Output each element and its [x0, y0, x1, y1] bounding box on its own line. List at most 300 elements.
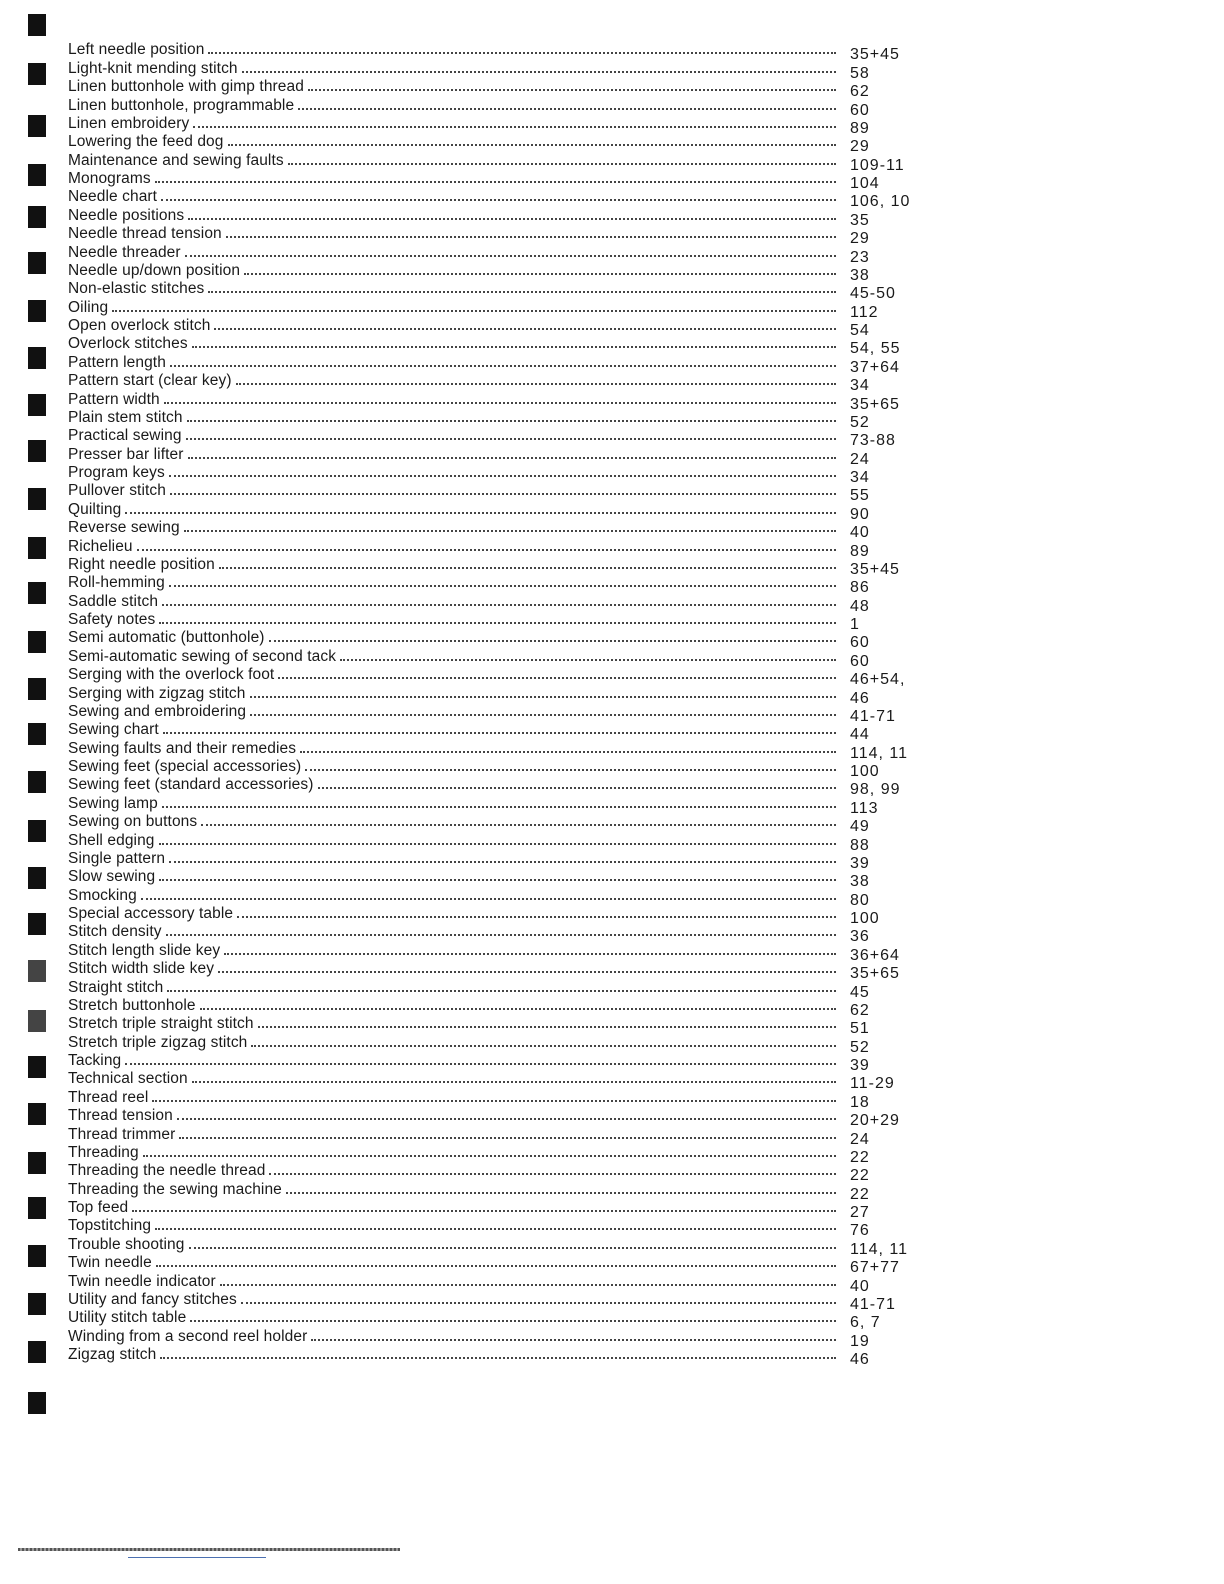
binding-mark: [28, 1197, 46, 1219]
index-entry: [68, 886, 928, 909]
dot-leader: [161, 198, 836, 201]
dot-leader: [300, 750, 836, 753]
index-page-ref: 62: [850, 1001, 870, 1019]
index-entry: [68, 868, 928, 891]
dot-leader: [201, 823, 836, 826]
dot-leader: [188, 217, 836, 220]
index-term: Program keys: [68, 464, 165, 481]
index-page-ref: 49: [850, 818, 870, 836]
index-term: Sewing feet (special accessories): [68, 758, 302, 775]
index-term: Thread reel: [68, 1088, 149, 1106]
index-term: Needle positions: [68, 206, 185, 224]
index-term: Single pattern: [68, 849, 166, 867]
dot-leader: [177, 1117, 836, 1120]
index-term: Roll-hemming: [68, 574, 165, 592]
index-entry: [68, 133, 928, 156]
index-page-ref: 1: [850, 616, 860, 633]
index-term: Utility and fancy stitches: [68, 1290, 237, 1308]
binding-mark: [28, 537, 46, 559]
index-entry: [68, 1272, 928, 1295]
index-page-ref: 48: [850, 597, 870, 615]
index-list: [68, 41, 928, 1368]
binding-mark: [28, 1341, 46, 1363]
binding-mark: [28, 63, 46, 85]
index-page-ref: 35: [850, 211, 870, 229]
index-page-ref: 52: [850, 1038, 870, 1056]
index-entry: [68, 372, 928, 395]
index-page-ref: 39: [850, 1057, 870, 1074]
dot-leader: [228, 143, 837, 146]
index-entry: [68, 59, 928, 82]
index-page-ref: 89: [850, 542, 870, 560]
index-term: Saddle stitch: [68, 592, 159, 610]
index-entry: [68, 1346, 928, 1368]
index-page-ref: 67+77: [850, 1259, 900, 1277]
index-page-ref: 22: [850, 1167, 870, 1185]
index-page-ref: 113: [850, 799, 879, 817]
index-term: Serging with the overlock foot: [68, 666, 275, 684]
index-term: Semi automatic (buttonhole): [68, 629, 265, 647]
index-entry: [68, 1327, 928, 1350]
index-entry: [68, 537, 928, 560]
index-term: Pullover stitch: [68, 482, 166, 500]
index-entry: [68, 611, 928, 633]
index-page-ref: 90: [850, 505, 870, 523]
dot-leader: [169, 860, 836, 863]
index-page-ref: 24: [850, 1130, 870, 1148]
dot-leader: [288, 162, 836, 165]
index-term: Oiling: [68, 298, 109, 316]
index-page-ref: 6, 7: [850, 1314, 881, 1332]
index-page-ref: 40: [850, 1277, 870, 1295]
binding-mark: [28, 1103, 46, 1125]
index-term: Practical sewing: [68, 427, 182, 445]
dot-leader: [226, 235, 836, 238]
index-entry: [68, 317, 928, 339]
index-term: Serging with zigzag stitch: [68, 684, 246, 702]
index-term: Needle up/down position: [68, 261, 241, 279]
index-entry: [68, 114, 928, 137]
index-term: Sewing on buttons: [68, 813, 198, 831]
dot-leader: [241, 1301, 836, 1304]
dot-leader: [237, 915, 836, 918]
dot-leader: [251, 1044, 836, 1047]
index-entry: [68, 261, 928, 284]
index-page-ref: 100: [850, 910, 880, 927]
dot-leader: [188, 456, 837, 459]
index-page-ref: 106, 10: [850, 193, 911, 211]
index-entry: [68, 1125, 928, 1148]
dot-leader: [141, 897, 836, 900]
dot-leader: [162, 805, 836, 808]
index-page-ref: 39: [850, 854, 870, 872]
index-page-ref: 46+54,: [850, 671, 906, 689]
index-page-ref: 45-50: [850, 285, 896, 303]
binding-mark: [28, 678, 46, 700]
binding-mark: [28, 867, 46, 889]
index-page-ref: 55: [850, 487, 870, 505]
dot-leader: [219, 566, 836, 569]
index-entry: [68, 170, 928, 192]
index-entry: [68, 1033, 928, 1056]
dot-leader: [208, 290, 836, 293]
index-page-ref: 80: [850, 891, 870, 909]
index-entry: [68, 96, 928, 119]
index-page-ref: 22: [850, 1185, 870, 1203]
dot-leader: [189, 1246, 837, 1249]
index-entry: [68, 206, 928, 229]
dot-leader: [186, 437, 836, 440]
dot-leader: [190, 1319, 836, 1322]
index-entry: [68, 758, 928, 780]
index-term: Utility stitch table: [68, 1309, 187, 1327]
index-entry: [68, 519, 928, 542]
index-term: Semi-automatic sewing of second tack: [68, 647, 337, 665]
index-entry: [68, 78, 928, 101]
index-term: Linen buttonhole, programmable: [68, 96, 295, 114]
index-term: Thread trimmer: [68, 1125, 176, 1143]
index-term: Sewing lamp: [68, 794, 158, 812]
dot-leader: [162, 603, 836, 606]
binding-mark: [28, 631, 46, 653]
dot-leader: [340, 658, 836, 661]
index-page-ref: 24: [850, 450, 870, 468]
dot-leader: [208, 51, 836, 54]
dot-leader: [179, 1136, 836, 1139]
index-entry: [68, 427, 928, 450]
index-entry: [68, 500, 928, 523]
index-term: Lowering the feed dog: [68, 133, 224, 151]
index-page-ref: 60: [850, 634, 870, 652]
dot-leader: [159, 621, 836, 624]
index-entry: [68, 408, 928, 431]
index-entry: [68, 1143, 928, 1166]
index-term: Right needle position: [68, 555, 215, 573]
index-page-ref: 36: [850, 928, 870, 946]
index-term: Sewing faults and their remedies: [68, 739, 297, 757]
binding-mark: [28, 14, 46, 36]
index-entry: [68, 849, 928, 872]
index-term: Richelieu: [68, 537, 133, 555]
index-page-ref: 23: [850, 248, 870, 266]
index-entry: [68, 188, 928, 211]
index-term: Linen buttonhole with gimp thread: [68, 78, 304, 96]
index-page-ref: 29: [850, 230, 870, 248]
dot-leader: [170, 492, 836, 495]
index-entry: [68, 1254, 928, 1277]
dot-leader: [318, 786, 837, 789]
index-entry: [68, 1088, 928, 1111]
dot-leader: [155, 1227, 836, 1230]
index-page-ref: 46: [850, 689, 870, 707]
dot-leader: [308, 88, 836, 91]
index-term: Trouble shooting: [68, 1235, 185, 1253]
binding-mark: [28, 582, 46, 604]
index-term: Stitch density: [68, 923, 162, 941]
index-page-ref: 11-29: [850, 1075, 895, 1093]
index-page-ref: 104: [850, 175, 880, 192]
index-entry: [68, 629, 928, 652]
dot-leader: [169, 474, 836, 477]
index-entry: [68, 666, 928, 689]
index-term: Needle thread tension: [68, 225, 222, 243]
index-page-ref: 18: [850, 1093, 870, 1111]
index-entry: [68, 482, 928, 505]
binding-mark: [28, 206, 46, 228]
binding-mark: [28, 723, 46, 745]
dot-leader: [167, 989, 836, 992]
index-entry: [68, 1070, 928, 1093]
index-page-ref: 38: [850, 873, 870, 891]
index-term: Stitch length slide key: [68, 941, 221, 959]
index-term: Sewing chart: [68, 721, 159, 739]
binding-mark: [28, 115, 46, 137]
index-term: Thread tension: [68, 1107, 173, 1125]
index-page-ref: 22: [850, 1148, 870, 1166]
binding-mark: [28, 1010, 46, 1032]
dot-leader: [192, 1080, 836, 1083]
index-page-ref: 34: [850, 469, 870, 486]
index-entry: [68, 445, 928, 468]
binding-mark: [28, 164, 46, 186]
index-page-ref: 114, 11: [850, 1240, 909, 1258]
index-page-ref: 73-88: [850, 432, 896, 450]
index-entry: [68, 831, 928, 854]
index-term: Winding from a second reel holder: [68, 1327, 308, 1345]
index-page-ref: 54: [850, 322, 870, 339]
index-term: Twin needle indicator: [68, 1272, 216, 1290]
index-page-ref: 46: [850, 1351, 870, 1368]
dot-leader: [311, 1338, 836, 1341]
index-term: Topstitching: [68, 1217, 152, 1235]
index-page-ref: 109-11: [850, 156, 905, 174]
index-page-ref: 45: [850, 983, 870, 1001]
binding-mark: [28, 1152, 46, 1174]
index-page-ref: 29: [850, 138, 870, 156]
index-entry: [68, 1180, 928, 1203]
dot-leader: [159, 878, 836, 881]
binding-mark: [28, 1293, 46, 1315]
index-term: Stretch triple zigzag stitch: [68, 1033, 248, 1051]
index-term: Straight stitch: [68, 978, 164, 996]
binding-marks: [28, 0, 48, 1584]
index-entry: [68, 1199, 928, 1221]
index-term: Plain stem stitch: [68, 408, 183, 426]
index-term: Reverse sewing: [68, 519, 180, 537]
dot-leader: [305, 768, 836, 771]
index-term: Left needle position: [68, 41, 205, 59]
index-page-ref: 89: [850, 119, 870, 137]
index-term: Special accessory table: [68, 905, 234, 922]
dot-leader: [278, 676, 836, 679]
index-entry: [68, 1107, 928, 1130]
index-entry: [68, 923, 928, 946]
index-entry: [68, 1309, 928, 1332]
index-page-ref: 112: [850, 303, 879, 321]
index-entry: [68, 960, 928, 983]
binding-mark: [28, 488, 46, 510]
index-term: Safety notes: [68, 611, 156, 628]
dot-leader: [269, 639, 836, 642]
index-entry: [68, 151, 928, 174]
index-term: Top feed: [68, 1199, 129, 1216]
index-entry: [68, 813, 928, 836]
index-page-ref: 34: [850, 377, 870, 395]
dot-leader: [166, 933, 836, 936]
index-page-ref: 20+29: [850, 1112, 900, 1130]
index-entry: [68, 335, 928, 358]
dot-leader: [192, 345, 836, 348]
index-page-ref: 41-71: [850, 707, 896, 725]
dot-leader: [286, 1191, 836, 1194]
index-entry: [68, 555, 928, 578]
index-entry: [68, 1235, 928, 1258]
binding-mark: [28, 913, 46, 935]
index-term: Threading the needle thread: [68, 1162, 266, 1180]
index-term: Monograms: [68, 170, 151, 187]
index-term: Pattern length: [68, 353, 166, 371]
index-entry: [68, 243, 928, 266]
index-term: Smocking: [68, 886, 137, 904]
index-entry: [68, 390, 928, 413]
index-term: Twin needle: [68, 1254, 152, 1272]
binding-mark: [28, 347, 46, 369]
index-page-ref: 58: [850, 64, 870, 82]
index-term: Sewing feet (standard accessories): [68, 776, 314, 794]
index-term: Stitch width slide key: [68, 960, 215, 978]
index-page-ref: 38: [850, 266, 870, 284]
binding-mark: [28, 1392, 46, 1414]
index-term: Quilting: [68, 500, 122, 518]
index-term: Light-knit mending stitch: [68, 59, 238, 77]
index-term: Needle chart: [68, 188, 158, 206]
index-entry: [68, 225, 928, 248]
dot-leader: [132, 1209, 836, 1212]
index-entry: [68, 1217, 928, 1240]
index-entry: [68, 574, 928, 597]
binding-mark: [28, 820, 46, 842]
dot-leader: [244, 272, 836, 275]
index-page-ref: 98, 99: [850, 781, 901, 799]
dot-leader: [156, 1264, 836, 1267]
index-entry: [68, 702, 928, 725]
index-entry: [68, 592, 928, 615]
index-entry: [68, 739, 928, 762]
dot-leader: [258, 1025, 836, 1028]
binding-mark: [28, 440, 46, 462]
binding-mark: [28, 960, 46, 982]
index-page-ref: 60: [850, 652, 870, 670]
index-page-ref: 37+64: [850, 358, 900, 376]
index-entry: [68, 1015, 928, 1038]
dot-leader: [137, 548, 836, 551]
dot-leader: [112, 309, 836, 312]
index-term: Technical section: [68, 1070, 188, 1088]
index-term: Sewing and embroidering: [68, 702, 247, 720]
dot-leader: [163, 731, 836, 734]
dot-leader: [187, 419, 836, 422]
dot-leader: [164, 401, 836, 404]
index-page-ref: 60: [850, 101, 870, 119]
dot-leader: [200, 1007, 836, 1010]
index-page-ref: 19: [850, 1332, 870, 1350]
index-entry: [68, 1290, 928, 1313]
dot-leader: [242, 70, 836, 73]
binding-mark: [28, 1245, 46, 1267]
index-page-ref: 41-71: [850, 1295, 896, 1313]
dot-leader: [160, 1356, 836, 1359]
index-term: Threading the sewing machine: [68, 1180, 282, 1198]
index-term: Pattern start (clear key): [68, 372, 232, 390]
dot-leader: [224, 952, 836, 955]
footer-rule: [18, 1548, 400, 1551]
dot-leader: [250, 713, 836, 716]
index-term: Shell edging: [68, 831, 155, 849]
index-entry: [68, 941, 928, 964]
dot-leader: [184, 529, 836, 532]
index-entry: [68, 647, 928, 670]
binding-mark: [28, 1056, 46, 1078]
index-page-ref: 52: [850, 413, 870, 431]
index-entry: [68, 776, 928, 799]
index-entry: [68, 978, 928, 1001]
index-page-ref: 100: [850, 763, 880, 780]
binding-mark: [28, 300, 46, 322]
index-entry: [68, 905, 928, 927]
dot-leader: [155, 180, 836, 183]
index-entry: [68, 1162, 928, 1185]
index-page-ref: 36+64: [850, 946, 900, 964]
binding-mark: [28, 394, 46, 416]
index-page-ref: 40: [850, 524, 870, 542]
dot-leader: [214, 327, 836, 330]
dot-leader: [269, 1172, 836, 1175]
index-page-ref: 114, 11: [850, 744, 909, 762]
index-term: Non-elastic stitches: [68, 280, 205, 298]
index-entry: [68, 1052, 928, 1074]
index-entry: [68, 464, 928, 486]
index-term: Open overlock stitch: [68, 317, 211, 334]
index-term: Presser bar lifter: [68, 445, 184, 463]
dot-leader: [125, 511, 836, 514]
index-page-ref: 51: [850, 1020, 870, 1038]
dot-leader: [169, 584, 836, 587]
dot-leader: [125, 1062, 836, 1065]
index-entry: [68, 684, 928, 707]
dot-leader: [193, 125, 836, 128]
index-entry: [68, 721, 928, 744]
index-term: Stretch triple straight stitch: [68, 1015, 254, 1033]
dot-leader: [159, 842, 836, 845]
index-entry: [68, 298, 928, 321]
binding-mark: [28, 771, 46, 793]
index-entry: [68, 353, 928, 376]
index-term: Stretch buttonhole: [68, 996, 196, 1014]
index-entry: [68, 280, 928, 303]
dot-leader: [152, 1099, 836, 1102]
index-entry: [68, 996, 928, 1019]
index-page-ref: 35+65: [850, 395, 900, 413]
dot-leader: [298, 107, 836, 110]
dot-leader: [220, 1283, 836, 1286]
footer-link-rule: [128, 1557, 266, 1558]
index-entry: [68, 794, 928, 817]
index-page-ref: 44: [850, 726, 870, 744]
binding-mark: [28, 252, 46, 274]
index-page-ref: 35+45: [850, 560, 900, 578]
dot-leader: [185, 254, 836, 257]
index-page-ref: 35+65: [850, 965, 900, 983]
